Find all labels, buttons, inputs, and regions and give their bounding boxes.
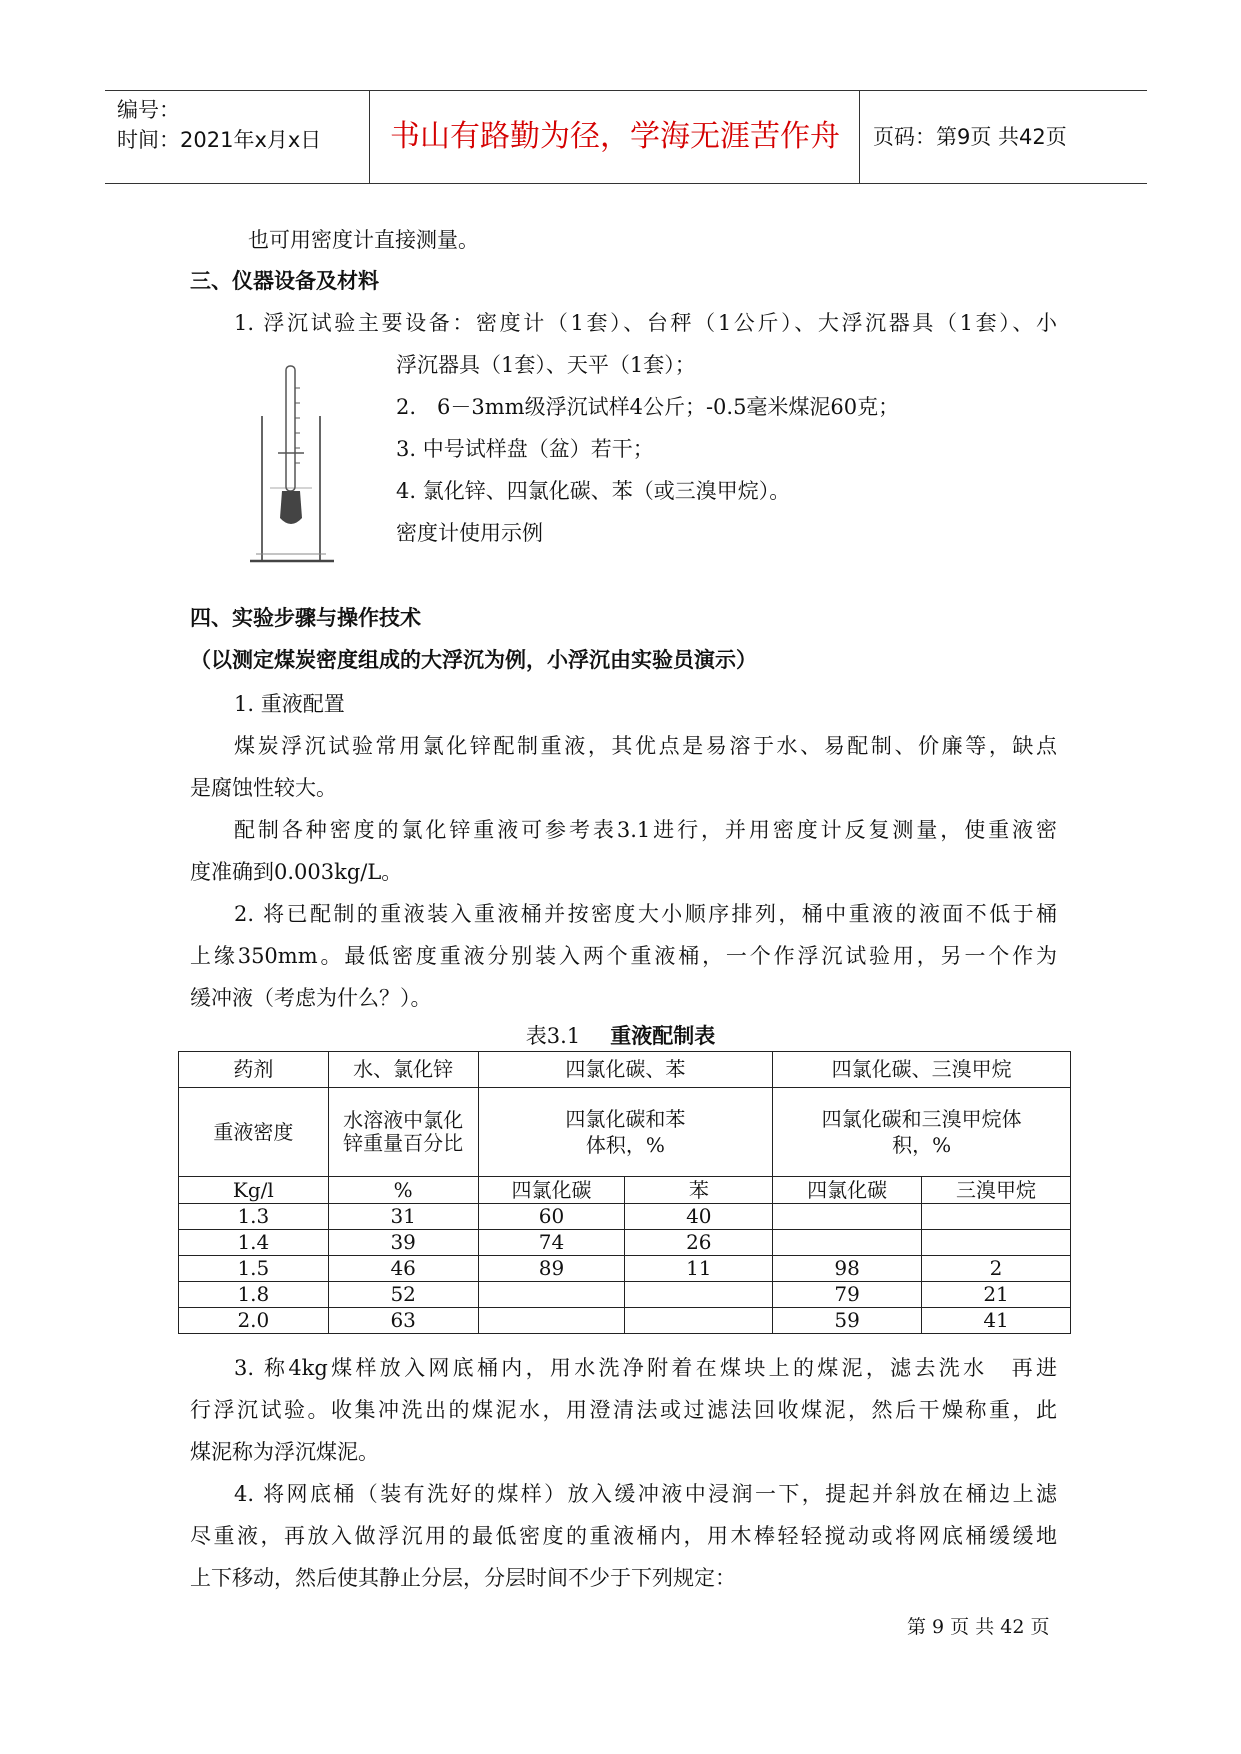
table-cell: 39 (328, 1230, 478, 1256)
table-cell: 79 (773, 1282, 922, 1308)
table-header-cell: 药剂 (179, 1052, 329, 1088)
table-cell (773, 1204, 922, 1230)
hydrometer-figure (242, 358, 340, 564)
table-cell (478, 1308, 625, 1334)
paragraph-line: 尽重液，再放入做浮沉用的最低密度的重液桶内，用木棒轻轻搅动或将网底桶缓缓地 (190, 1524, 1057, 1548)
paragraph-line: 也可用密度计直接测量。 (248, 228, 479, 252)
header-motto: 书山有路勤为径，学海无涯苦作舟 (390, 119, 840, 154)
table-row (179, 1256, 1071, 1282)
header-time: 时间：2021年x月x日 (117, 128, 322, 152)
table-cell: 1.8 (179, 1282, 329, 1308)
table-cell: 40 (625, 1204, 773, 1230)
table-cell: 1.4 (179, 1230, 329, 1256)
table-header-row (179, 1088, 1071, 1177)
table-cell (625, 1282, 773, 1308)
table-header-text: 四氯化碳和苯体积，% (565, 1107, 686, 1157)
table-number: 表3.1 (525, 1024, 581, 1048)
table-caption (0, 1020, 1241, 1050)
table-header-cell: 苯 (625, 1177, 773, 1204)
paragraph-line: 2. 6－3mm级浮沉试样4公斤；-0.5毫米煤泥60克； (396, 395, 900, 419)
table-header-row (179, 1052, 1071, 1088)
paragraph-line: 浮沉器具（1套）、天平（1套）； (396, 353, 696, 377)
paragraph-line: 缓冲液（考虑为什么？）。 (190, 986, 432, 1010)
table-cell: 26 (625, 1230, 773, 1256)
paragraph-line: 配制各种密度的氯化锌重液可参考表3.1进行，并用密度计反复测量，使重液密 (234, 818, 1057, 842)
table-cell: 74 (478, 1230, 625, 1256)
table-cell (773, 1230, 922, 1256)
header-meta (117, 95, 321, 155)
table-header-cell: Kg/l (179, 1177, 329, 1204)
table-header-cell (328, 1088, 478, 1177)
table-cell: 63 (328, 1308, 478, 1334)
page-footer: 第 9 页 共 42 页 (907, 1616, 1050, 1638)
section-heading: 三、仪器设备及材料 (190, 269, 379, 293)
section-heading: 四、实验步骤与操作技术 (190, 606, 421, 630)
paragraph-line: 是腐蚀性较大。 (190, 776, 337, 800)
header-page-label: 页码：第9页 共42页 (873, 125, 1067, 149)
table-cell: 60 (478, 1204, 625, 1230)
table-row (179, 1204, 1071, 1230)
header-divider (859, 91, 860, 183)
paragraph-line: 行浮沉试验。收集冲洗出的煤泥水，用澄清法或过滤法回收煤泥，然后干燥称重，此 (190, 1398, 1057, 1422)
header-number: 编号： (117, 98, 180, 122)
figure-caption: 密度计使用示例 (396, 521, 543, 545)
paragraph-line: 1. 浮沉试验主要设备：密度计（1套）、台秤（1公斤）、大浮沉器具（1套）、小 (234, 311, 1057, 335)
table-cell (478, 1282, 625, 1308)
table-header-cell (478, 1088, 773, 1177)
table-cell (922, 1204, 1071, 1230)
table-cell: 1.3 (179, 1204, 329, 1230)
table-cell (625, 1308, 773, 1334)
table-title: 重液配制表 (610, 1024, 716, 1048)
table-cell: 1.5 (179, 1256, 329, 1282)
section-subheading: （以测定煤炭密度组成的大浮沉为例，小浮沉由实验员演示） (190, 648, 757, 672)
table-cell (922, 1230, 1071, 1256)
table-header-cell: 四氯化碳 (478, 1177, 625, 1204)
paragraph-line: 2. 将已配制的重液装入重液桶并按密度大小顺序排列，桶中重液的液面不低于桶 (234, 902, 1057, 926)
table-cell: 46 (328, 1256, 478, 1282)
table-cell: 98 (773, 1256, 922, 1282)
paragraph-line: 1. 重液配置 (234, 692, 345, 716)
table-header-cell (773, 1088, 1071, 1177)
table-header-text: 水溶液中氯化锌重量百分比 (343, 1108, 464, 1155)
table-row (179, 1230, 1071, 1256)
table-cell: 41 (922, 1308, 1071, 1334)
table-cell: 2.0 (179, 1308, 329, 1334)
table-header-cell: 水、氯化锌 (328, 1052, 478, 1088)
table-cell: 59 (773, 1308, 922, 1334)
paragraph-line: 上缘350mm。最低密度重液分别装入两个重液桶，一个作浮沉试验用，另一个作为 (190, 944, 1057, 968)
table-header-text: 四氯化碳和三溴甲烷体积，% (821, 1107, 1022, 1157)
table-cell: 89 (478, 1256, 625, 1282)
paragraph-line: 度准确到0.003kg/L。 (190, 860, 403, 884)
paragraph-line: 煤炭浮沉试验常用氯化锌配制重液，其优点是易溶于水、易配制、价廉等，缺点 (234, 734, 1057, 758)
paragraph-line: 3. 中号试样盘（盆）若干； (396, 437, 654, 461)
paragraph-line: 4. 氯化锌、四氯化碳、苯（或三溴甲烷）。 (396, 479, 791, 503)
table-header-cell: 四氯化碳、苯 (478, 1052, 773, 1088)
table-cell: 11 (625, 1256, 773, 1282)
table-header-cell: 四氯化碳 (773, 1177, 922, 1204)
table-header-row (179, 1177, 1071, 1204)
paragraph-line: 上下移动，然后使其静止分层，分层时间不少于下列规定： (190, 1566, 736, 1590)
header-divider (369, 91, 370, 183)
table-cell: 31 (328, 1204, 478, 1230)
paragraph-line: 4. 将网底桶（装有洗好的煤样）放入缓冲液中浸润一下，提起并斜放在桶边上滤 (234, 1482, 1057, 1506)
page-header (105, 90, 1147, 184)
table-cell: 2 (922, 1256, 1071, 1282)
table-cell: 21 (922, 1282, 1071, 1308)
table-header-cell: 重液密度 (179, 1088, 329, 1177)
paragraph-line: 3. 称4kg煤样放入网底桶内，用水洗净附着在煤块上的煤泥，滤去洗水 再进 (234, 1356, 1057, 1380)
heavy-liquid-table (178, 1051, 1071, 1334)
table-row (179, 1282, 1071, 1308)
paragraph-line: 煤泥称为浮沉煤泥。 (190, 1440, 379, 1464)
table-header-cell: 四氯化碳、三溴甲烷 (773, 1052, 1071, 1088)
table-cell: 52 (328, 1282, 478, 1308)
table-header-cell: % (328, 1177, 478, 1204)
table-header-cell: 三溴甲烷 (922, 1177, 1071, 1204)
table-row (179, 1308, 1071, 1334)
